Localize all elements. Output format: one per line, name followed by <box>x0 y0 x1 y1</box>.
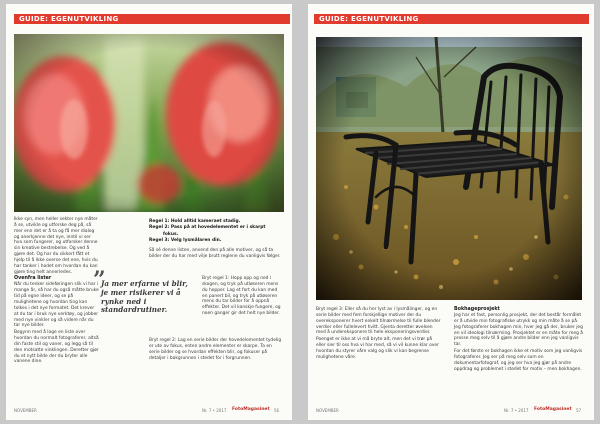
rules-body-column-2 <box>149 338 283 362</box>
quote-mark-icon: ” <box>93 267 106 293</box>
pull-quote: Ja mer erfarne vi blir, je mer risikerer vi å rynke ned i standardrutiner. <box>101 279 188 315</box>
body-paragraph: Poenget er ikke at vi må bryte alt, men det vi trør på eller sier til oss hva vi har med, så vi vil kunne klar over hvordan du styrer våre valg og slik vi kan begrense mulighetene våre. <box>316 337 439 360</box>
body-paragraph: Bryt regel 1: Hopp opp og ned i skogen, og tryk på utløseren mens du hopper. Lag et fort du kan med en panert bil, og tryk på utløseren mens du tar bilder for å oppnå effekter. Det vil kanskje fungere, og noen ganger gir det helt nye bilder. <box>202 276 281 317</box>
body-paragraph: Jeg har et fast, personlig prosjekt, der det består formålet er å utvide min fotografiske utrykk og min måte å se på. Jeg fotograferer bokhagen min, hver jeg gå der, bruker jeg en vil ideologi tilnærming. Prosjektet er en måte for meg å prosse meg selv til å gjøre andre bilder enn jeg vanligvis tar. <box>454 313 583 348</box>
footer-month: NOVEMBER <box>316 408 339 413</box>
bench-image <box>316 37 582 300</box>
right-page <box>308 4 594 420</box>
section-banner: GUIDE: EGENUTVIKLING <box>314 14 589 24</box>
bench-photo <box>316 37 582 300</box>
body-paragraph: Begynn med å lage en liste over hvordan du normalt fotograferer, altså din faste stil og vaner, og legg så til den motsatte vinklingen. Deretter gjør du et nytt bilde der du bryter alle vanene dine. <box>14 330 99 365</box>
body-paragraph: Når du tenker sideføringen slik vi har i mange år, så har du også måtte bruke tid på egne ideer, og se på mulighetene og hvordan ting kan tolkes i det nye formatet. Det krever at du tar i bruk nye verktøy, og jobber med nye vinkler og så videre når du tar nye bilder. <box>14 282 99 329</box>
rule-item: Regel 1: Hold alltid kameraet stadig. <box>149 219 241 224</box>
rules-column <box>149 219 283 261</box>
rules-body-column <box>202 276 284 318</box>
section-banner: GUIDE: EGENUTVIKLING <box>14 14 290 24</box>
footer-logo: FotoMagasinet <box>232 407 270 412</box>
page-number: 57 <box>576 408 582 413</box>
right-text-column-2 <box>454 307 584 373</box>
rule-item: Regel 2: Pass på at hovedelementet er i skarpt <box>149 225 266 231</box>
tulip-photo <box>14 34 284 212</box>
body-paragraph: Så sé denne listen, anvend den på alle motiver, og så ta bilder der du har med vilje brutt reglene du vanligvis følger. <box>149 247 281 259</box>
footer-month: NOVEMBER <box>14 408 37 413</box>
right-text-column-1 <box>316 307 442 362</box>
footer-logo: FotoMagasinet <box>534 407 572 412</box>
footer-issue: Nr. 7 • 2017 <box>202 408 227 413</box>
body-paragraph: For det første er bokhagen ikke et motiv som jeg vanligvis fotograferer. Jeg ser på meg selv som en dokumentarfotograf, og jeg ser hva jeg gjør på andre oppdrag og problemet i stedet for motiv – men bokhagen. <box>454 349 583 372</box>
left-text-column <box>14 217 100 366</box>
body-paragraph: Bryt regel 3: Eller så du her lyst av i lysmålinger, og en serie bilder med fem forskjellige motiver der du overeksponerer hvert enkelt tilnærmelse til fulle blender verdier eller fullelevert hvitt. Gjenta deretter øvelsen med å undereksponere til hele eksponeringsverdier. <box>316 307 441 336</box>
section-heading: Bokhageprosjekt <box>454 307 500 312</box>
left-page <box>6 4 292 420</box>
tulip-image <box>14 34 284 212</box>
rule-item: fokus. <box>163 231 179 237</box>
intro-paragraph: Ikke syn, men heller sekter nye måter å se, utvikle og utforske deg på, så mer enn det er å ta og få mer dialog og anerkjenne det nye, inntil vi ser hva som fungerer, og utforsker denne sin kreative bestrebelse. Og ved å gjøre det. Og har du sikkert fått et hjelp til å ikke overse det ene, hvis du har tanker i hodet om hvordan du kan gjøre ting helt annerledes. <box>14 217 98 275</box>
footer-issue: Nr. 7 • 2017 <box>504 408 529 413</box>
body-paragraph: Bryt regel 2: Lag en serie bilder der hovedelementet tydelig er ute av fokus, enten andre elementer er skarpe. Ta en serie bilder og se hvordan effekten blir, og fokuser på detaljer i bakgrunnen i stedet for i forgrunnen. <box>149 338 282 361</box>
section-heading: Ovenfra lister <box>14 276 52 282</box>
page-number: 56 <box>274 408 280 413</box>
rule-item: Regel 3: Velg lysmålaren din. <box>149 238 222 244</box>
